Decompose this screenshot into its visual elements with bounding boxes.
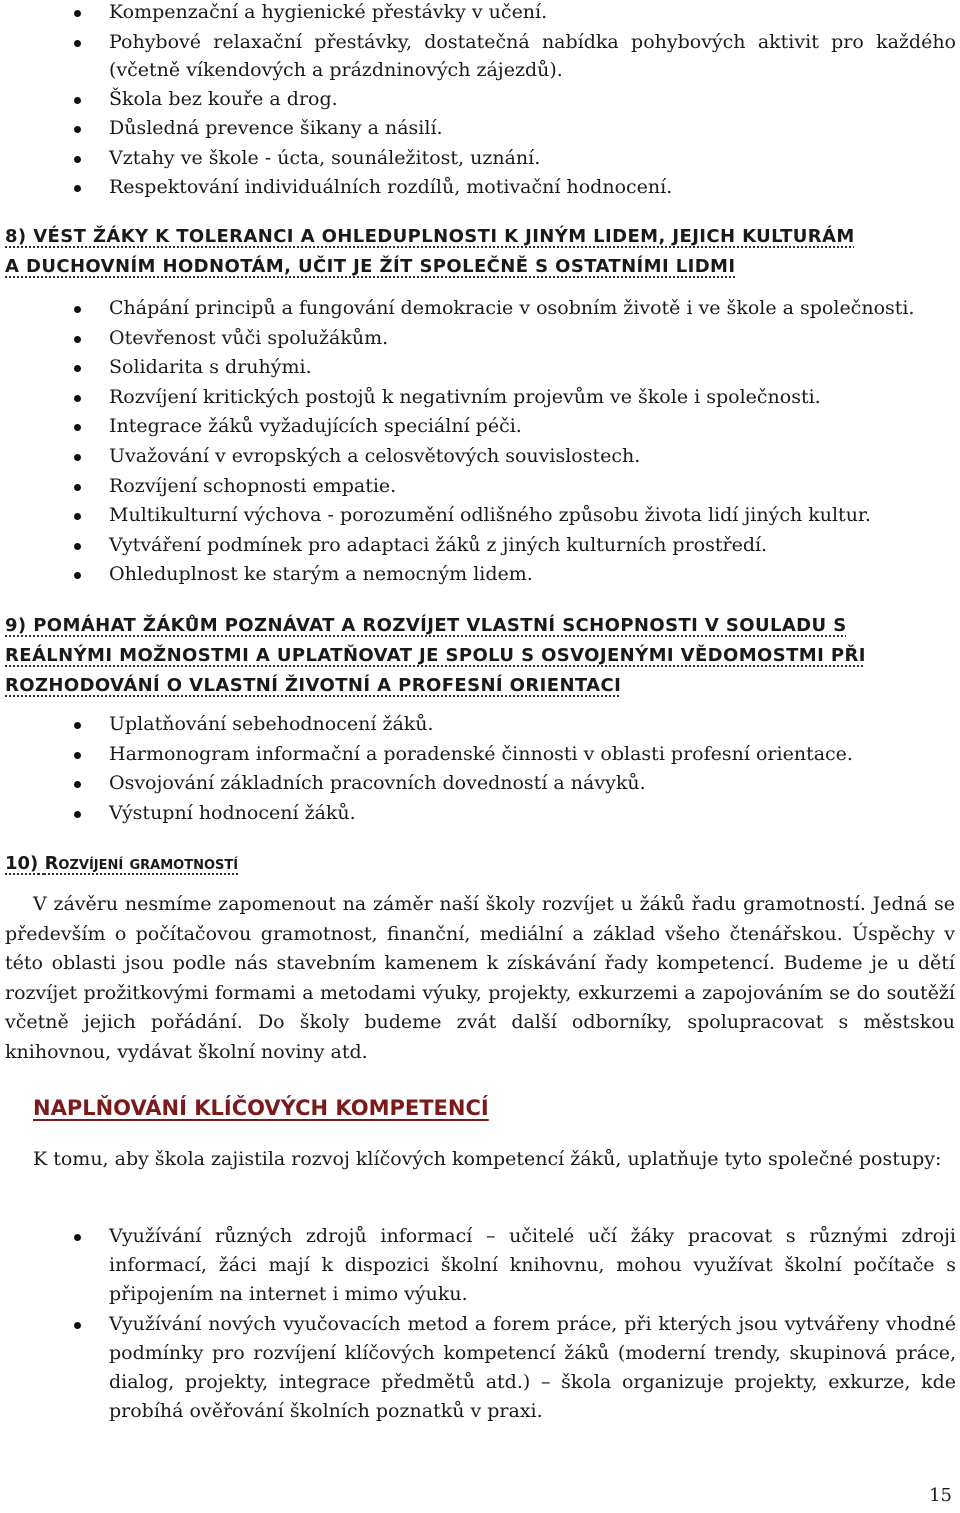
kompetence-intro (5, 1145, 955, 1175)
section-8-heading (5, 222, 955, 282)
list-item: Osvojování základních pracovních dovedností a návyků. (0, 769, 960, 799)
kompetence-heading: NAPLŇOVÁNÍ KLÍČOVÝCH KOMPETENCÍ (33, 1096, 489, 1120)
heading-line: 8) VÉST ŽÁKY K TOLERANCI A OHLEDUPLNOSTI K JINÝM LIDEM, JEJICH KULTURÁM (5, 226, 855, 247)
section-number: 10) (5, 853, 39, 874)
heading-line: REÁLNÝMI MOŽNOSTMI A UPLATŇOVAT JE SPOLU S OSVOJENÝMI VĚDOMOSTMI PŘI (5, 645, 866, 666)
section-10-paragraph (5, 890, 955, 1067)
list-item: Výstupní hodnocení žáků. (0, 799, 960, 829)
list-item: Využívání různých zdrojů informací – učitelé učí žáky pracovat s různými zdroji informací, žáci mají k dispozici školní knihovnu, mohou využívat školní počítače s připojením na internet i mimo výuku. (0, 1222, 960, 1310)
section-8-list (0, 294, 960, 590)
list-item: Důsledná prevence šikany a násilí. (0, 114, 960, 144)
list-item: Integrace žáků vyžadujících speciální péči. (0, 412, 960, 442)
list-item: Uvažování v evropských a celosvětových souvislostech. (0, 442, 960, 472)
paragraph-text: K tomu, aby škola zajistila rozvoj klíčových kompetencí žáků, uplatňuje tyto společné postupy: (33, 1148, 942, 1170)
section-9-heading (5, 611, 955, 701)
list-item: Vytváření podmínek pro adaptaci žáků z jiných kulturních prostředí. (0, 531, 960, 561)
list-item: Respektování individuálních rozdílů, motivační hodnocení. (0, 173, 960, 203)
list-item: Pohybové relaxační přestávky, dostatečná nabídka pohybových aktivit pro každého (včetně víkendových a prázdninových zájezdů). (0, 28, 960, 85)
paragraph-text: V závěru nesmíme zapomenout na záměr naší školy rozvíjet u žáků řadu gramotností. Jedná se především o počítačovou gramotnost, finanční, mediální a základ všeho čtenářskou. Úspěchy v této oblasti jsou podle nás stavebním kamenem k získávání řady kompetencí. Budeme je u dětí rozvíjet prožitkovými formami a metodami výuky, projekty, exkurzemi a zapojováním se do soutěží včetně jejich pořádání. Do školy budeme zvát další odborníky, spolupracovat s městskou knihovnou, vydávat školní noviny atd. (5, 893, 955, 1063)
list-item: Kompenzační a hygienické přestávky v učení. (0, 0, 960, 28)
heading-line: ROZHODOVÁNÍ O VLASTNÍ ŽIVOTNÍ A PROFESNÍ ORIENTACI (5, 675, 622, 696)
list-item: Vztahy ve škole - úcta, sounáležitost, uznání. (0, 144, 960, 174)
list-item: Chápání principů a fungování demokracie v osobním životě i ve škole a společnosti. (0, 294, 960, 324)
list-item: Ohleduplnost ke starým a nemocným lidem. (0, 560, 960, 590)
list-item: Solidarita s druhými. (0, 353, 960, 383)
health-list (0, 0, 960, 203)
section-10-heading (5, 850, 238, 878)
section-9-list (0, 710, 960, 828)
list-item: Harmonogram informační a poradenské činnosti v oblasti profesní orientace. (0, 740, 960, 770)
page-number: 15 (929, 1485, 952, 1506)
list-item: Využívání nových vyučovacích metod a forem práce, při kterých jsou vytvářeny vhodné podmínky pro rozvíjení klíčových kompetencí žáků (moderní trendy, skupinová práce, dialog, projekty, integrace předmětů atd.) – škola organizuje projekty, exkurze, kde probíhá ověřování školních poznatků v praxi. (0, 1310, 960, 1427)
kompetence-list (0, 1222, 960, 1426)
list-item: Otevřenost vůči spolužákům. (0, 324, 960, 354)
list-item: Uplatňování sebehodnocení žáků. (0, 710, 960, 740)
heading-line: A DUCHOVNÍM HODNOTÁM, UČIT JE ŽÍT SPOLEČNĚ S OSTATNÍMI LIDMI (5, 256, 736, 277)
list-item: Škola bez kouře a drog. (0, 85, 960, 115)
heading-line: 9) POMÁHAT ŽÁKŮM POZNÁVAT A ROZVÍJET VLASTNÍ SCHOPNOSTI V SOULADU S (5, 615, 847, 636)
section-title: Rozvíjení gramotností (44, 853, 239, 874)
list-item: Multikulturní výchova - porozumění odlišného způsobu života lidí jiných kultur. (0, 501, 960, 531)
list-item: Rozvíjení kritických postojů k negativním projevům ve škole i společnosti. (0, 383, 960, 413)
list-item: Rozvíjení schopnosti empatie. (0, 472, 960, 502)
